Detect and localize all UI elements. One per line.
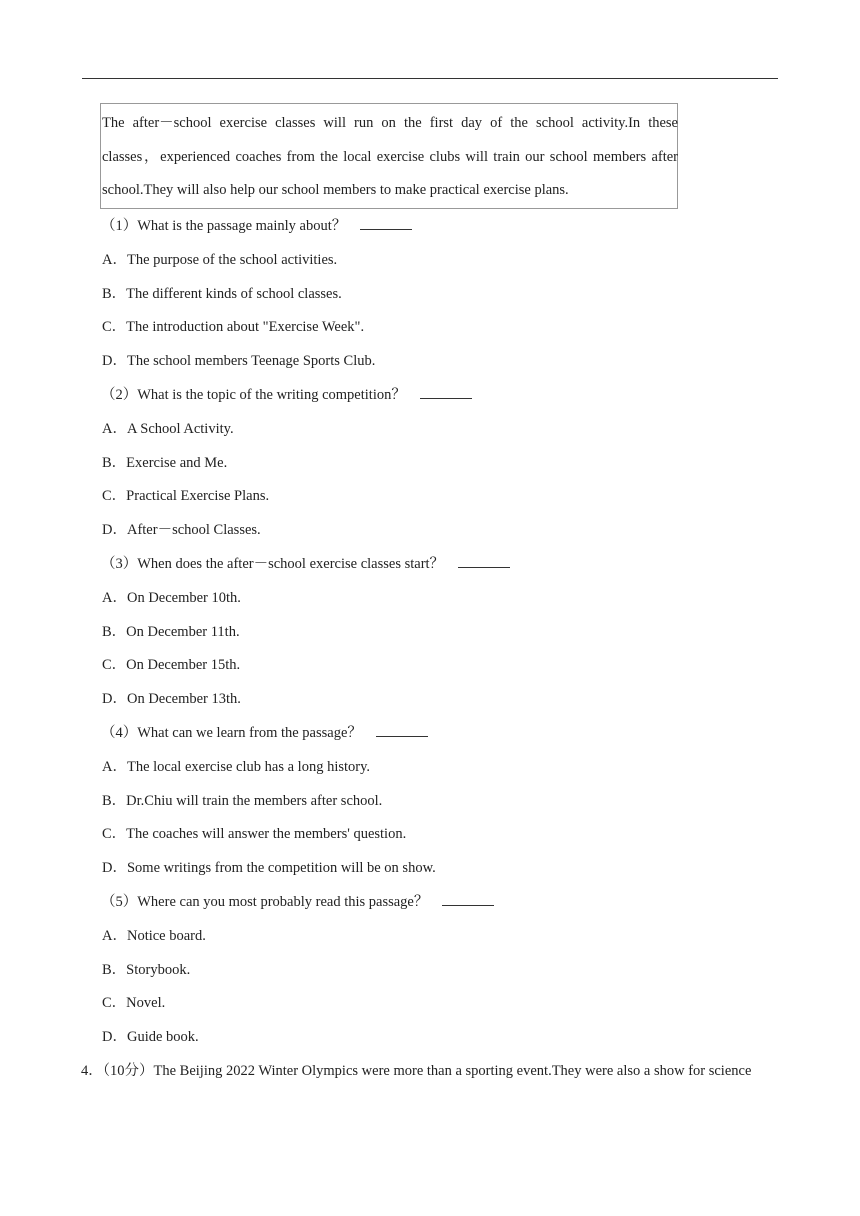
question-stem: （4）What can we learn from the passage？ [101,723,428,743]
option-c: C．The coaches will answer the members' question. [102,826,407,842]
option-a: A．On December 10th. [102,590,241,606]
option-a: A．Notice board. [102,928,206,944]
next-question-heading: 4．（10分）The Beijing 2022 Winter Olympics were more than a sporting event.They were also a show for science [81,1063,752,1079]
option-b: B．Storybook. [102,962,191,978]
question-stem: （5）Where can you most probably read this passage？ [101,892,494,912]
header-rule [82,78,778,79]
option-a: A．The local exercise club has a long history. [102,759,371,775]
answer-blank[interactable] [420,385,472,399]
option-b: B．On December 11th. [102,624,240,640]
answer-blank[interactable] [442,892,494,906]
option-b: B．Exercise and Me. [102,455,228,471]
option-c: C．Practical Exercise Plans. [102,488,270,504]
option-d: D．Some writings from the competition will be on show. [102,860,436,876]
answer-blank[interactable] [376,723,428,737]
passage-line: classes，experienced coaches from the local exercise clubs will train our school members after [102,149,678,165]
option-d: D．On December 13th. [102,691,241,707]
option-d: D．After－school Classes. [102,522,261,538]
option-b: B．The different kinds of school classes. [102,286,342,302]
option-c: C．The introduction about "Exercise Week". [102,319,365,335]
option-d: D．The school members Teenage Sports Club. [102,353,376,369]
option-c: C．Novel. [102,995,166,1011]
answer-blank[interactable] [360,216,412,230]
question-stem: （2）What is the topic of the writing competition？ [101,385,472,405]
question-stem: （1）What is the passage mainly about？ [101,216,412,236]
answer-blank[interactable] [458,554,510,568]
question-stem: （3）When does the after－school exercise classes start？ [101,554,510,574]
passage-line: school.They will also help our school members to make practical exercise plans. [102,182,569,198]
option-a: A．The purpose of the school activities. [102,252,338,268]
option-d: D．Guide book. [102,1029,199,1045]
option-a: A．A School Activity. [102,421,234,437]
option-c: C．On December 15th. [102,657,241,673]
passage-line: The after－school exercise classes will run on the first day of the school activity.In these [102,115,678,131]
option-b: B．Dr.Chiu will train the members after school. [102,793,383,809]
